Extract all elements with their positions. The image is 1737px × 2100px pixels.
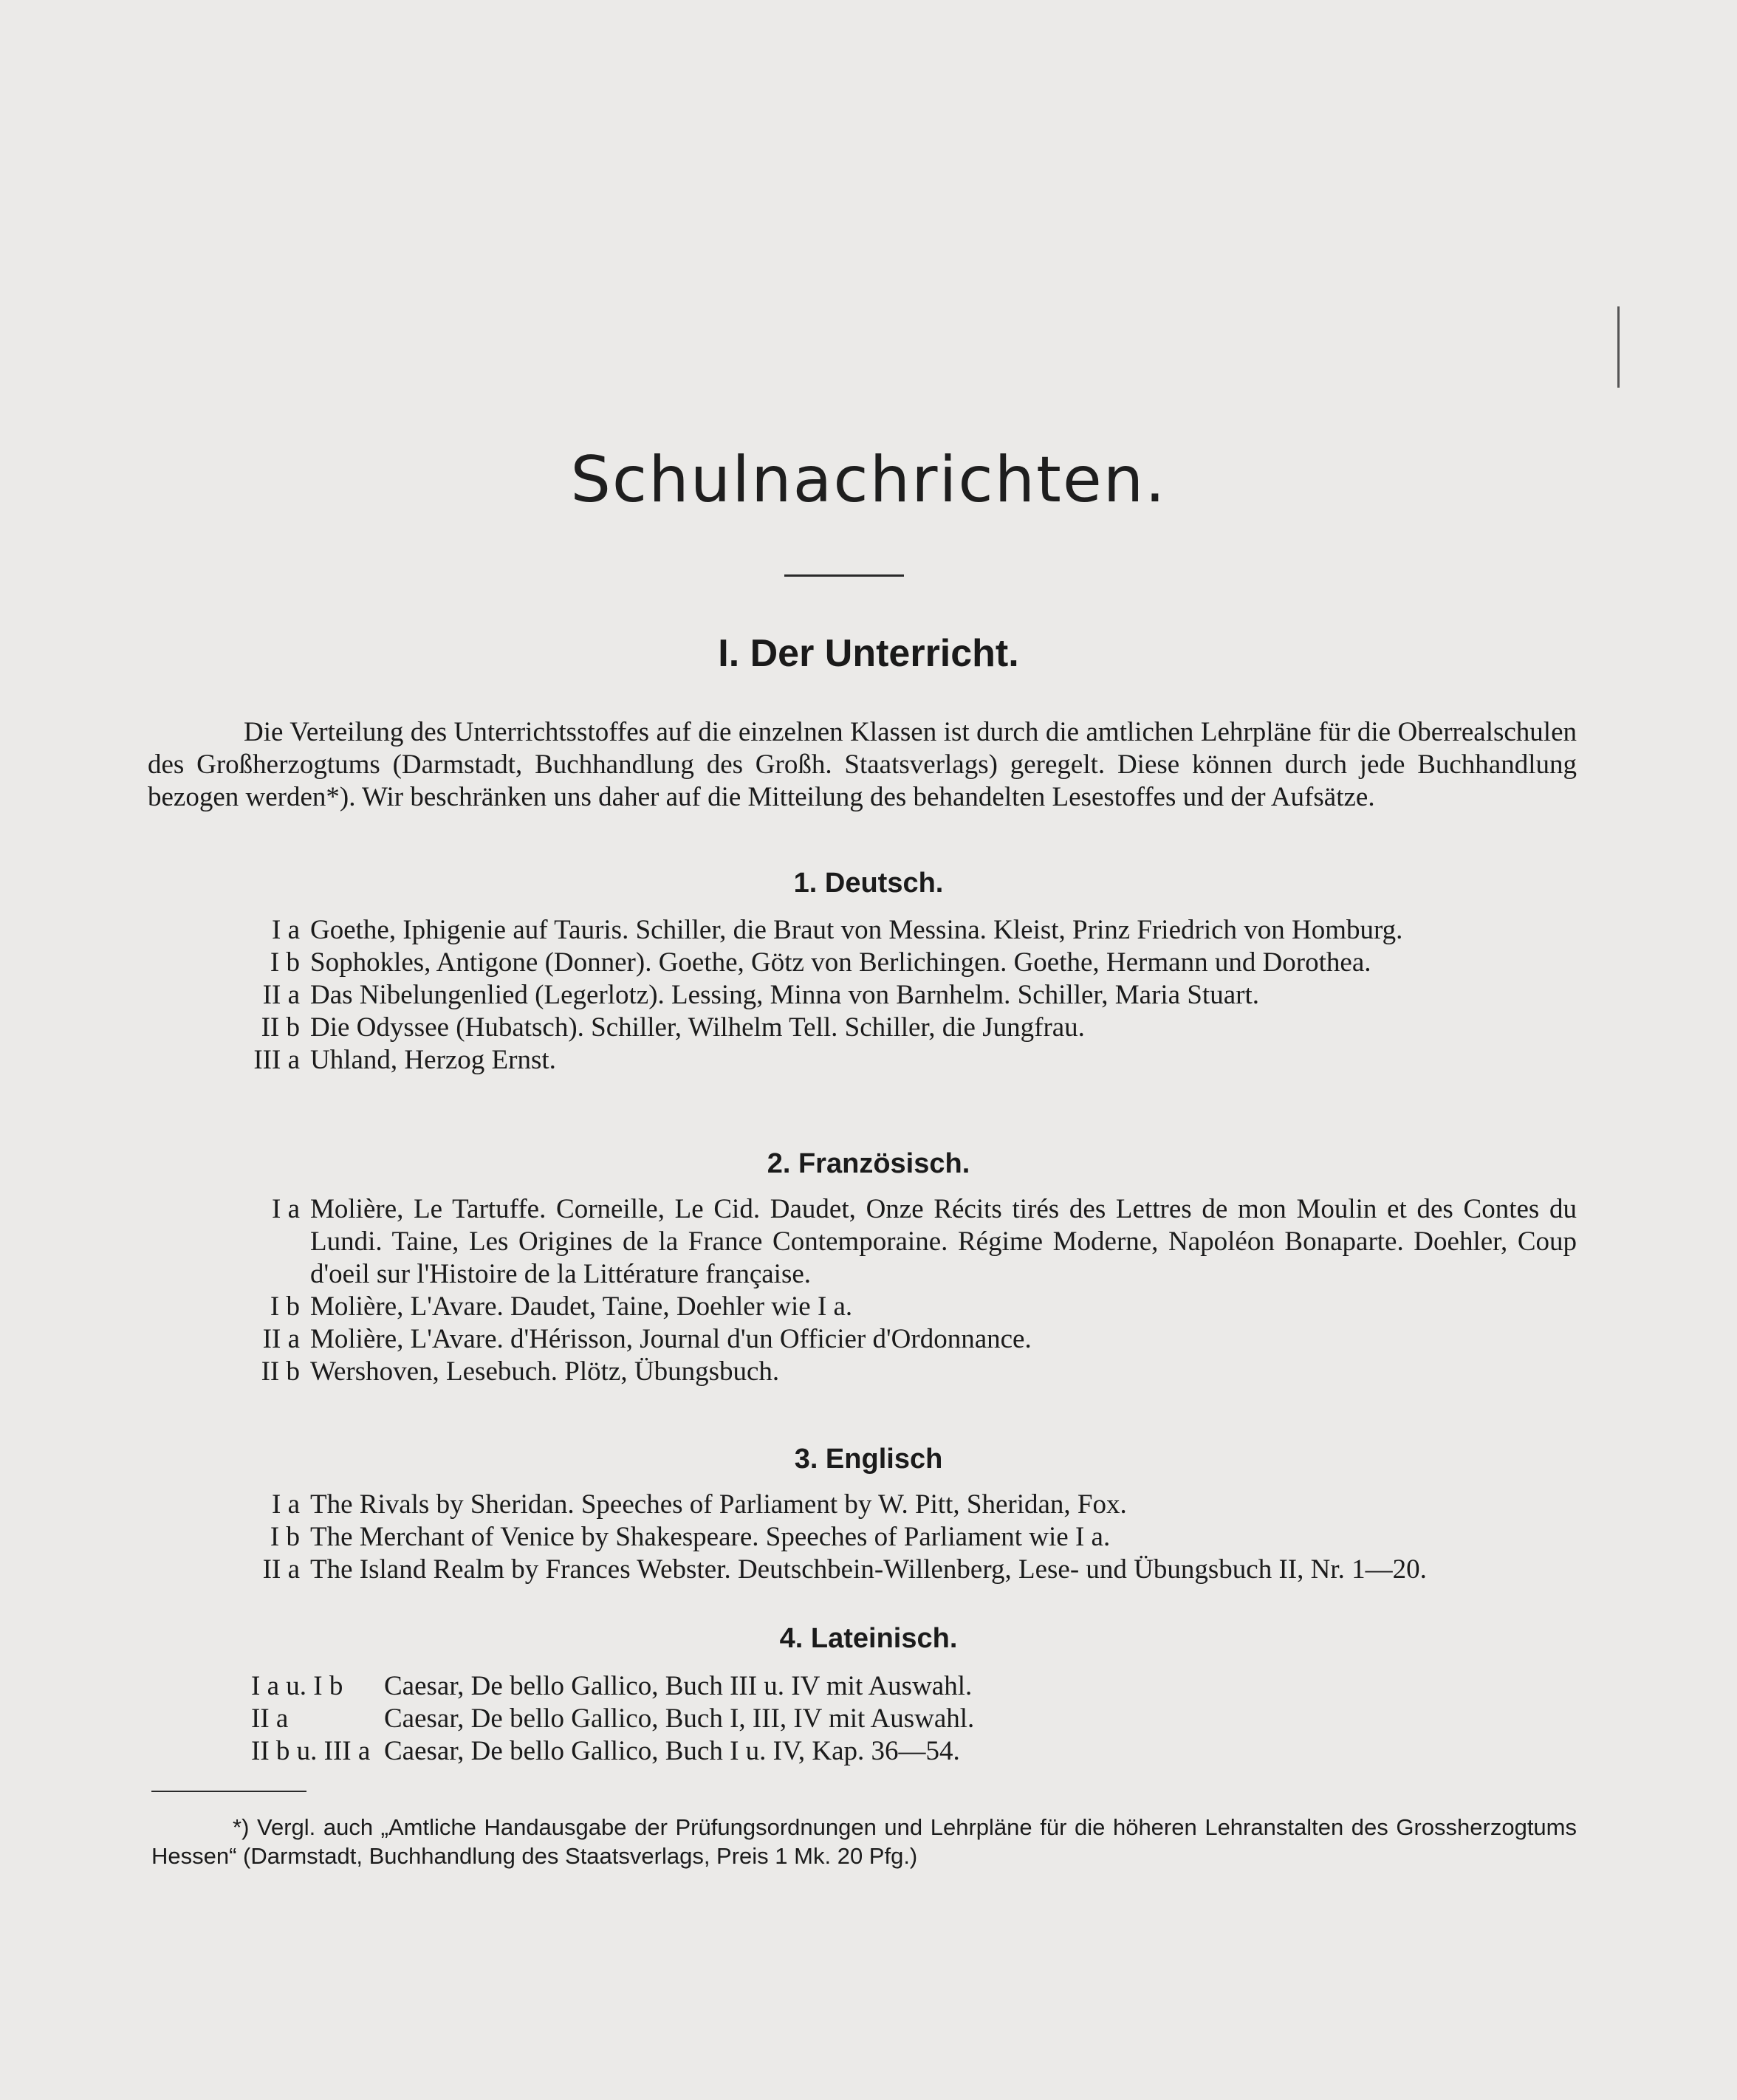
class-label: I b <box>270 1522 300 1552</box>
franzoesisch-list <box>148 1193 1577 1388</box>
reading-text: The Rivals by Sheridan. Speeches of Parliament by W. Pitt, Sheridan, Fox. <box>310 1489 1127 1520</box>
list-item <box>148 1489 1577 1521</box>
deutsch-list <box>148 914 1577 1077</box>
class-label: III a <box>253 1045 300 1075</box>
intro-paragraph: Die Verteilung des Unterrichtsstoffes auf die einzelnen Klassen ist durch die amtlichen Lehrpläne für die Oberrealschulen des Großherzogtums (Darmstadt, Buchhandlung des Großh. Staatsverlags) geregelt. Diese können durch jede Buchhandlung bezogen werden*). Wir beschränken uns daher auf die Mitteilung des behandelten Lesestoffes und der Aufsätze. <box>148 717 1577 812</box>
reading-text: Goethe, Iphigenie auf Tauris. Schiller, die Braut von Messina. Kleist, Prinz Friedrich von Homburg. <box>310 915 1403 945</box>
section-heading: I. Der Unterricht. <box>718 632 1019 675</box>
reading-text: Caesar, De bello Gallico, Buch I, III, IV mit Auswahl. <box>384 1703 975 1734</box>
subject-heading-deutsch: 1. Deutsch. <box>793 868 944 899</box>
reading-text: Uhland, Herzog Ernst. <box>310 1045 556 1075</box>
class-label: I b <box>270 947 300 978</box>
class-label: I a <box>272 1489 300 1520</box>
reading-text: Molière, Le Tartuffe. Corneille, Le Cid. Daudet, Onze Récits tirés des Lettres de mon Moulin et des Contes du Lundi. Taine, Les Origines de la France Contemporaine. Régime Moderne, Napoléon Bonaparte. Doehler, Coup d'oeil sur l'Histoire de la Littérature française. <box>310 1194 1577 1289</box>
list-item <box>148 1703 1577 1735</box>
list-item <box>148 947 1577 979</box>
class-label: I b <box>270 1291 300 1322</box>
list-item <box>148 914 1577 947</box>
list-item <box>148 1193 1577 1291</box>
list-item <box>148 1670 1577 1703</box>
list-item <box>148 1291 1577 1323</box>
title-divider <box>784 574 904 577</box>
englisch-list <box>148 1489 1577 1586</box>
list-item <box>148 1521 1577 1554</box>
class-label: II a <box>262 980 300 1010</box>
reading-text: The Island Realm by Frances Webster. Deutschbein-Willenberg, Lese- und Übungsbuch II, Nr. 1—20. <box>310 1554 1427 1585</box>
reading-text: Die Odyssee (Hubatsch). Schiller, Wilhelm Tell. Schiller, die Jungfrau. <box>310 1012 1085 1043</box>
list-item <box>148 979 1577 1012</box>
list-item <box>148 1356 1577 1388</box>
class-label: II b <box>261 1356 300 1387</box>
subject-heading-englisch: 3. Englisch <box>794 1444 943 1475</box>
class-label: II b u. III a <box>251 1736 371 1766</box>
reading-text: Caesar, De bello Gallico, Buch III u. IV mit Auswahl. <box>384 1671 973 1701</box>
class-label: II a <box>262 1554 300 1585</box>
class-label: I a <box>272 915 300 945</box>
reading-text: Das Nibelungenlied (Legerlotz). Lessing, Minna von Barnhelm. Schiller, Maria Stuart. <box>310 980 1259 1010</box>
page-title: Schulnachrichten. <box>570 443 1167 517</box>
class-label: I a <box>272 1194 300 1224</box>
list-item <box>148 1554 1577 1586</box>
class-label: II a <box>251 1703 289 1734</box>
footnote: *) Vergl. auch „Amtliche Handausgabe der Prüfungsordnungen und Lehrpläne für die höheren Lehranstalten des Grossherzogtums Hessen“ (Darmstadt, Buchhandlung des Staatsverlags, Preis 1 Mk. 20 Pfg.) <box>151 1814 1577 1869</box>
reading-text: Wershoven, Lesebuch. Plötz, Übungsbuch. <box>310 1356 780 1387</box>
footnote-divider <box>151 1791 306 1792</box>
list-item <box>148 1323 1577 1356</box>
reading-text: Molière, L'Avare. Daudet, Taine, Doehler wie I a. <box>310 1291 853 1322</box>
list-item <box>148 1735 1577 1768</box>
subject-heading-lateinisch: 4. Lateinisch. <box>779 1623 958 1654</box>
subject-heading-franzoesisch: 2. Französisch. <box>767 1148 970 1179</box>
reading-text: Sophokles, Antigone (Donner). Goethe, Götz von Berlichingen. Goethe, Hermann und Dorothea. <box>310 947 1371 978</box>
list-item <box>148 1044 1577 1077</box>
page-edge-mark <box>1617 306 1620 388</box>
reading-text: Caesar, De bello Gallico, Buch I u. IV, Kap. 36—54. <box>384 1736 960 1766</box>
class-label: II a <box>262 1324 300 1354</box>
reading-text: The Merchant of Venice by Shakespeare. Speeches of Parliament wie I a. <box>310 1522 1111 1552</box>
lateinisch-list <box>148 1670 1577 1768</box>
class-label: II b <box>261 1012 300 1043</box>
class-label: I a u. I b <box>251 1671 343 1701</box>
list-item <box>148 1012 1577 1044</box>
reading-text: Molière, L'Avare. d'Hérisson, Journal d'un Officier d'Ordonnance. <box>310 1324 1032 1354</box>
